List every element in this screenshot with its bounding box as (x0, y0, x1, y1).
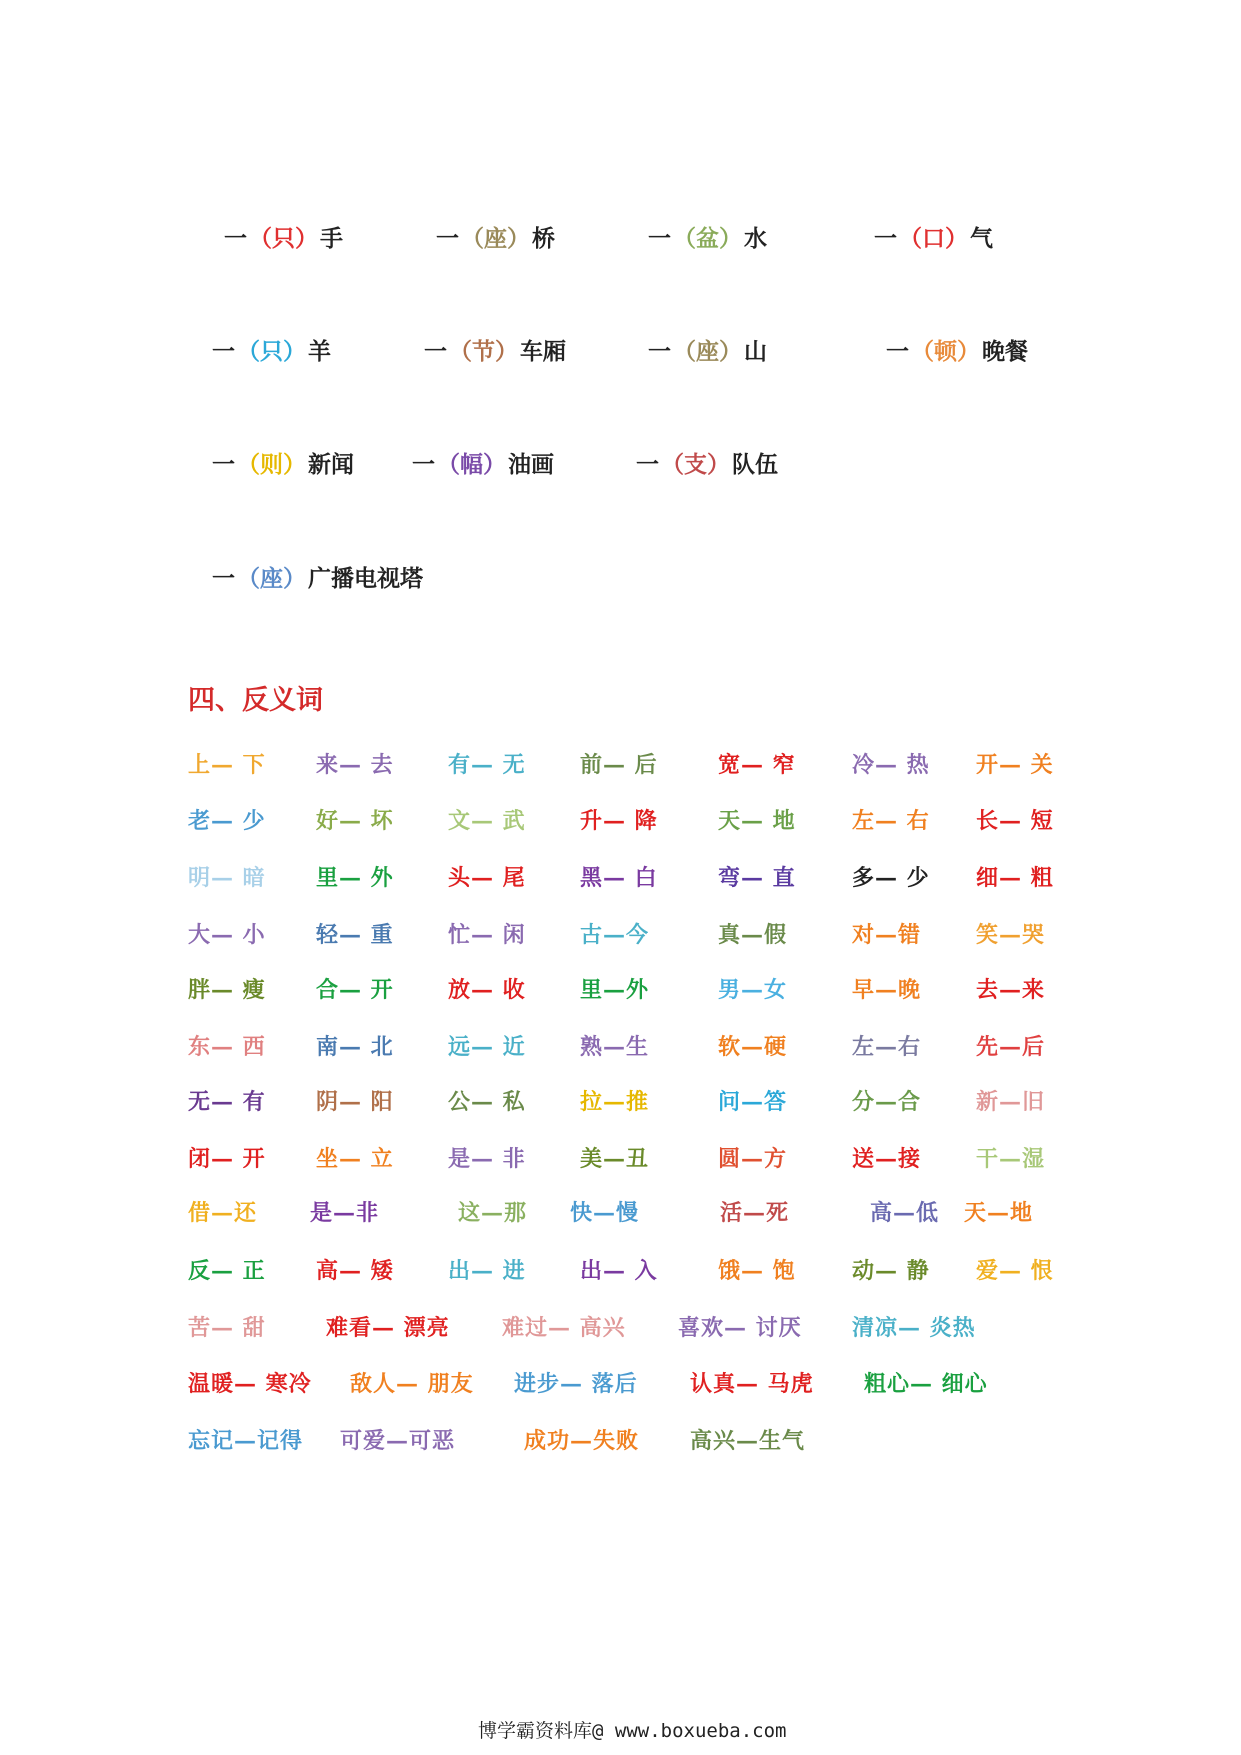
antonym-pair: 文— 武 (448, 808, 526, 834)
measure-word-item: 一（支）队伍 (636, 451, 778, 478)
antonym-pair: 问—答 (718, 1089, 788, 1115)
antonym-pair: 分—合 (852, 1089, 922, 1115)
antonym-pair: 左— 右 (852, 808, 930, 834)
antonym-pair: 难看— 漂亮 (326, 1315, 450, 1341)
antonym-pair: 真—假 (718, 922, 788, 948)
antonym-pair: 合— 开 (316, 977, 394, 1003)
antonym-pair: 南— 北 (316, 1034, 394, 1060)
antonym-pair: 忙— 闲 (448, 922, 526, 948)
antonym-pair: 干—湿 (976, 1146, 1046, 1172)
antonym-pair: 左—右 (852, 1034, 922, 1060)
antonym-pair: 老— 少 (188, 808, 266, 834)
antonym-pair: 天— 地 (718, 808, 796, 834)
measure-word-item: 一（幅）油画 (412, 451, 554, 478)
antonym-pair: 活—死 (720, 1200, 790, 1226)
antonym-pair: 古—今 (580, 922, 650, 948)
antonym-pair: 拉—推 (580, 1089, 650, 1115)
measure-word-item: 一（则）新闻 (212, 451, 354, 478)
classifier: （口） (899, 225, 968, 252)
measure-word-item: 一（座）广播电视塔 (212, 565, 423, 592)
antonym-pair: 美—丑 (580, 1146, 650, 1172)
antonym-pair: 粗心— 细心 (864, 1371, 988, 1397)
antonym-pair: 闭— 开 (188, 1146, 266, 1172)
antonym-pair: 里—外 (580, 977, 650, 1003)
antonym-pair: 出— 入 (580, 1258, 658, 1284)
antonym-pair: 苦— 甜 (188, 1315, 266, 1341)
classifier: （座） (461, 225, 530, 252)
antonym-pair: 远— 近 (448, 1034, 526, 1060)
classifier: （只） (249, 225, 318, 252)
antonym-pair: 熟—生 (580, 1034, 650, 1060)
classifier: （盆） (673, 225, 742, 252)
measure-word-item: 一（只）羊 (212, 338, 331, 365)
measure-word-item: 一（节）车厢 (424, 338, 566, 365)
antonym-pair: 笑—哭 (976, 922, 1046, 948)
antonym-pair: 冷— 热 (852, 752, 930, 778)
antonym-pair: 反— 正 (188, 1258, 266, 1284)
antonym-pair: 对—错 (852, 922, 922, 948)
classifier: （节） (449, 338, 518, 365)
antonym-pair: 男—女 (718, 977, 788, 1003)
antonym-pair: 坐— 立 (316, 1146, 394, 1172)
measure-word-item: 一（盆）水 (648, 225, 767, 252)
antonym-pair: 清凉— 炎热 (852, 1315, 976, 1341)
measure-word-item: 一（座）桥 (436, 225, 555, 252)
antonym-pair: 黑— 白 (580, 865, 658, 891)
antonym-pair: 大— 小 (188, 922, 266, 948)
classifier: （只） (237, 338, 306, 365)
antonym-pair: 进步— 落后 (514, 1371, 638, 1397)
classifier: （顿） (911, 338, 980, 365)
antonym-pair: 饿— 饱 (718, 1258, 796, 1284)
antonym-pair: 明— 暗 (188, 865, 266, 891)
antonym-pair: 天—地 (964, 1200, 1034, 1226)
antonym-pair: 头— 尾 (448, 865, 526, 891)
antonym-pair: 高— 矮 (316, 1258, 394, 1284)
antonym-pair: 弯— 直 (718, 865, 796, 891)
antonym-pair: 早—晚 (852, 977, 922, 1003)
antonym-pair: 放— 收 (448, 977, 526, 1003)
antonym-pair: 送—接 (852, 1146, 922, 1172)
antonym-pair: 软—硬 (718, 1034, 788, 1060)
classifier: （幅） (437, 451, 506, 478)
antonym-pair: 可爱—可恶 (340, 1428, 456, 1454)
antonym-pair: 温暖— 寒冷 (188, 1371, 312, 1397)
classifier: （则） (237, 451, 306, 478)
antonym-pair: 升— 降 (580, 808, 658, 834)
antonym-pair: 来— 去 (316, 752, 394, 778)
antonym-pair: 出— 进 (448, 1258, 526, 1284)
antonym-pair: 高兴—生气 (690, 1428, 806, 1454)
antonym-pair: 这—那 (458, 1200, 528, 1226)
classifier: （支） (661, 451, 730, 478)
antonym-pair: 开— 关 (976, 752, 1054, 778)
antonym-pair: 宽— 窄 (718, 752, 796, 778)
antonym-pair: 忘记—记得 (188, 1428, 304, 1454)
antonym-pair: 借—还 (188, 1200, 258, 1226)
antonym-pair: 有— 无 (448, 752, 526, 778)
antonym-pair: 东— 西 (188, 1034, 266, 1060)
measure-word-item: 一（座）山 (648, 338, 767, 365)
antonym-pair: 细— 粗 (976, 865, 1054, 891)
footer-watermark: 博学霸资料库@ www.boxueba.com (478, 1720, 787, 1742)
antonym-pair: 轻— 重 (316, 922, 394, 948)
antonym-pair: 无— 有 (188, 1089, 266, 1115)
antonym-pair: 长— 短 (976, 808, 1054, 834)
classifier: （座） (673, 338, 742, 365)
antonym-pair: 认真— 马虎 (690, 1371, 814, 1397)
antonym-pair: 敌人— 朋友 (350, 1371, 474, 1397)
antonym-pair: 圆—方 (718, 1146, 788, 1172)
measure-word-item: 一（口）气 (874, 225, 993, 252)
section-heading-antonyms: 四、反义词 (188, 685, 323, 716)
antonym-pair: 好— 坏 (316, 808, 394, 834)
antonym-pair: 快—慢 (570, 1200, 640, 1226)
antonym-pair: 去—来 (976, 977, 1046, 1003)
antonym-pair: 动— 静 (852, 1258, 930, 1284)
antonym-pair: 阴— 阳 (316, 1089, 394, 1115)
antonym-pair: 成功—失败 (524, 1428, 640, 1454)
antonym-pair: 高—低 (870, 1200, 940, 1226)
antonym-pair: 前— 后 (580, 752, 658, 778)
antonym-pair: 是— 非 (448, 1146, 526, 1172)
measure-word-item: 一（只）手 (224, 225, 343, 252)
antonym-pair: 胖— 瘦 (188, 977, 266, 1003)
classifier: （座） (237, 565, 306, 592)
antonym-pair: 喜欢— 讨厌 (678, 1315, 802, 1341)
antonym-pair: 公— 私 (448, 1089, 526, 1115)
antonym-pair: 里— 外 (316, 865, 394, 891)
antonym-pair: 爱— 恨 (976, 1258, 1054, 1284)
antonym-pair: 先—后 (976, 1034, 1046, 1060)
antonym-pair: 难过— 高兴 (502, 1315, 626, 1341)
antonym-pair: 上— 下 (188, 752, 266, 778)
antonym-pair: 多— 少 (852, 865, 930, 891)
measure-word-item: 一（顿）晚餐 (886, 338, 1028, 365)
antonym-pair: 是—非 (310, 1200, 380, 1226)
antonym-pair: 新—旧 (976, 1089, 1046, 1115)
